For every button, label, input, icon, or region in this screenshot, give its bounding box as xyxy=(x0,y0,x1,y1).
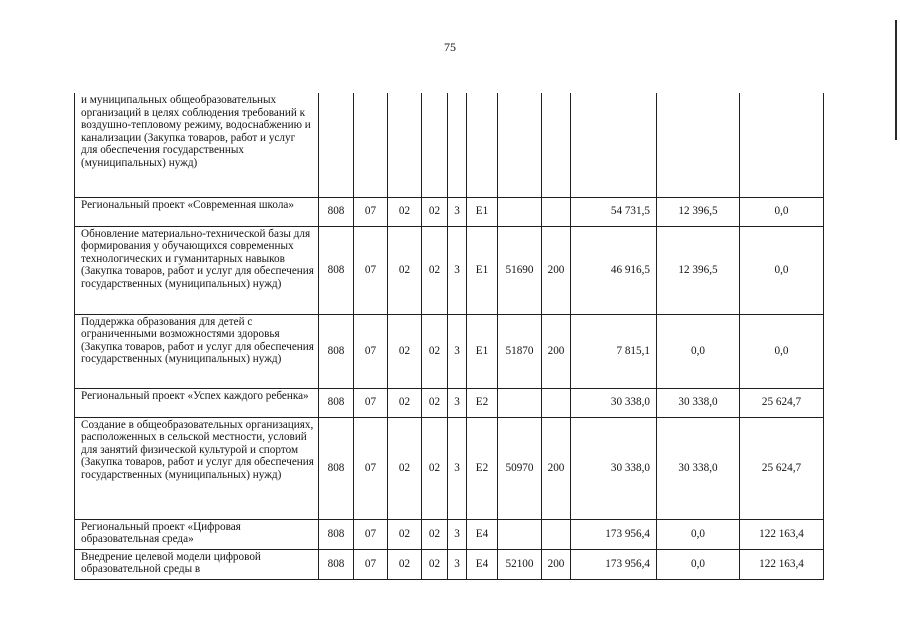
project-code: E4 xyxy=(467,549,498,579)
row-name: Региональный проект «Современная школа» xyxy=(75,197,319,226)
section-code: 07 xyxy=(354,197,388,226)
scan-edge-mark xyxy=(895,20,897,140)
expense-type-code: 200 xyxy=(542,314,571,388)
table-row xyxy=(75,226,824,314)
subprogram-code: 3 xyxy=(448,519,467,549)
amount-year-3: 25 624,7 xyxy=(740,417,824,519)
project-code: E4 xyxy=(467,519,498,549)
table-row xyxy=(75,417,824,519)
amount-year-1: 30 338,0 xyxy=(571,388,657,417)
program-code xyxy=(422,93,448,197)
subsection-code: 02 xyxy=(388,314,422,388)
project-code: E1 xyxy=(467,314,498,388)
amount-year-2: 0,0 xyxy=(657,549,740,579)
amount-year-1 xyxy=(571,93,657,197)
amount-year-3: 0,0 xyxy=(740,197,824,226)
amount-year-1: 46 916,5 xyxy=(571,226,657,314)
program-code: 02 xyxy=(422,314,448,388)
section-code: 07 xyxy=(354,226,388,314)
amount-year-1: 173 956,4 xyxy=(571,549,657,579)
ministry-code: 808 xyxy=(319,388,354,417)
amount-year-2: 0,0 xyxy=(657,519,740,549)
amount-year-2 xyxy=(657,93,740,197)
section-code: 07 xyxy=(354,314,388,388)
amount-year-3: 122 163,4 xyxy=(740,519,824,549)
project-code xyxy=(467,93,498,197)
table-row xyxy=(75,549,824,579)
amount-year-1: 7 815,1 xyxy=(571,314,657,388)
program-code: 02 xyxy=(422,388,448,417)
amount-year-2: 30 338,0 xyxy=(657,417,740,519)
subprogram-code: 3 xyxy=(448,388,467,417)
expense-type-code xyxy=(542,93,571,197)
page-number: 75 xyxy=(444,40,456,54)
ministry-code: 808 xyxy=(319,519,354,549)
subsection-code: 02 xyxy=(388,549,422,579)
amount-year-1: 30 338,0 xyxy=(571,417,657,519)
project-code: E2 xyxy=(467,388,498,417)
direction-code xyxy=(498,519,542,549)
section-code: 07 xyxy=(354,519,388,549)
direction-code: 50970 xyxy=(498,417,542,519)
direction-code: 52100 xyxy=(498,549,542,579)
amount-year-3: 25 624,7 xyxy=(740,388,824,417)
subsection-code: 02 xyxy=(388,226,422,314)
direction-code xyxy=(498,197,542,226)
program-code: 02 xyxy=(422,519,448,549)
program-code: 02 xyxy=(422,549,448,579)
row-name: Региональный проект «Цифровая образовательная среда» xyxy=(75,519,319,549)
amount-year-3 xyxy=(740,93,824,197)
row-name: Региональный проект «Успех каждого ребенка» xyxy=(75,388,319,417)
direction-code xyxy=(498,93,542,197)
amount-year-3: 0,0 xyxy=(740,314,824,388)
subsection-code: 02 xyxy=(388,519,422,549)
program-code: 02 xyxy=(422,417,448,519)
table-row xyxy=(75,519,824,549)
expense-type-code: 200 xyxy=(542,549,571,579)
expense-type-code: 200 xyxy=(542,226,571,314)
section-code: 07 xyxy=(354,388,388,417)
row-name: Внедрение целевой модели цифровой образовательной среды в xyxy=(75,549,319,579)
ministry-code: 808 xyxy=(319,417,354,519)
ministry-code: 808 xyxy=(319,226,354,314)
expense-type-code xyxy=(542,388,571,417)
table-row xyxy=(75,93,824,197)
expense-type-code: 200 xyxy=(542,417,571,519)
section-code: 07 xyxy=(354,417,388,519)
direction-code: 51690 xyxy=(498,226,542,314)
project-code: E1 xyxy=(467,197,498,226)
row-name: и муниципальных общеобразовательных организаций в целях соблюдения требований к воздушно-тепловому режиму, водоснабжению и канализации (Закупка товаров, работ и услуг для обеспечения государственных (муниципальных) нужд) xyxy=(75,93,319,197)
table-row xyxy=(75,197,824,226)
section-code: 07 xyxy=(354,549,388,579)
amount-year-2: 12 396,5 xyxy=(657,226,740,314)
amount-year-2: 0,0 xyxy=(657,314,740,388)
subprogram-code: 3 xyxy=(448,197,467,226)
program-code: 02 xyxy=(422,197,448,226)
subprogram-code: 3 xyxy=(448,549,467,579)
amount-year-1: 54 731,5 xyxy=(571,197,657,226)
subsection-code xyxy=(388,93,422,197)
row-name: Поддержка образования для детей с ограниченными возможностями здоровья (Закупка товаров, работ и услуг для обеспечения государственных (муниципальных) нужд) xyxy=(75,314,319,388)
ministry-code: 808 xyxy=(319,549,354,579)
amount-year-3: 0,0 xyxy=(740,226,824,314)
direction-code: 51870 xyxy=(498,314,542,388)
subsection-code: 02 xyxy=(388,417,422,519)
amount-year-2: 12 396,5 xyxy=(657,197,740,226)
section-code xyxy=(354,93,388,197)
subprogram-code xyxy=(448,93,467,197)
table-row xyxy=(75,388,824,417)
amount-year-3: 122 163,4 xyxy=(740,549,824,579)
direction-code xyxy=(498,388,542,417)
project-code: E1 xyxy=(467,226,498,314)
program-code: 02 xyxy=(422,226,448,314)
expense-type-code xyxy=(542,519,571,549)
subsection-code: 02 xyxy=(388,388,422,417)
subprogram-code: 3 xyxy=(448,417,467,519)
amount-year-2: 30 338,0 xyxy=(657,388,740,417)
project-code: E2 xyxy=(467,417,498,519)
amount-year-1: 173 956,4 xyxy=(571,519,657,549)
ministry-code xyxy=(319,93,354,197)
budget-table xyxy=(74,93,824,580)
table-row xyxy=(75,314,824,388)
subprogram-code: 3 xyxy=(448,314,467,388)
expense-type-code xyxy=(542,197,571,226)
ministry-code: 808 xyxy=(319,197,354,226)
subsection-code: 02 xyxy=(388,197,422,226)
row-name: Создание в общеобразовательных организациях, расположенных в сельской местности, условий для занятий физической культурой и спортом (Закупка товаров, работ и услуг для обеспечения государственных (муниципальных) нужд) xyxy=(75,417,319,519)
subprogram-code: 3 xyxy=(448,226,467,314)
row-name: Обновление материально-технической базы для формирования у обучающихся современных технологических и гуманитарных навыков (Закупка товаров, работ и услуг для обеспечения государственных (муниципальных) нужд) xyxy=(75,226,319,314)
ministry-code: 808 xyxy=(319,314,354,388)
